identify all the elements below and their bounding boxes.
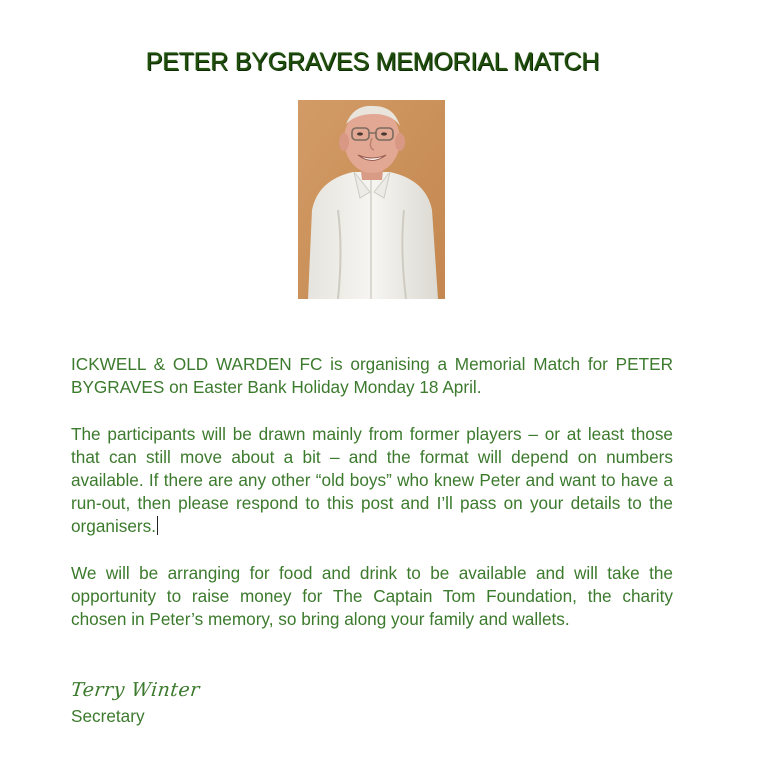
- paragraph-participants-text: The participants will be drawn mainly from former players – or at least those that can still move about a bit – and the format will depend on numbers available. If there are any other “old boys” who knew Peter and want to have a run-out, then please respond to this post and I’ll pass on your details to the organisers.: [71, 423, 673, 537]
- signatory-role: Secretary: [71, 706, 145, 726]
- article-body: [71, 353, 673, 655]
- portrait-photo: [298, 100, 445, 299]
- page-title: PETER BYGRAVES MEMORIAL MATCH: [145, 48, 600, 76]
- paragraph-intro: ICKWELL & OLD WARDEN FC is organising a Memorial Match for PETER BYGRAVES on Easter Bank Holiday Monday 18 April.: [71, 354, 673, 398]
- signature: Terry Winter: [69, 679, 202, 701]
- paragraph-fundraising: We will be arranging for food and drink to be available and will take the opportunity to raise money for The Captain Tom Foundation, the charity chosen in Peter’s memory, so bring along your family and wallets.: [71, 562, 673, 630]
- portrait-image: [298, 100, 445, 299]
- text-cursor: [157, 516, 158, 535]
- paragraph-participants: [71, 423, 673, 539]
